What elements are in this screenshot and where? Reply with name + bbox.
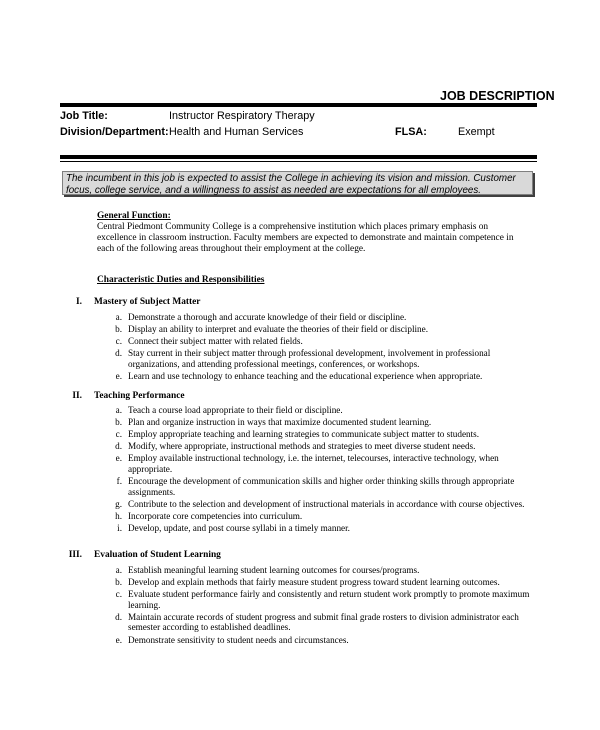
section-title: Evaluation of Student Learning: [94, 550, 221, 560]
flsa-value: Exempt: [458, 126, 495, 138]
section-numeral: I.: [76, 297, 82, 307]
list-item: e. Employ available instructional technology, i.e. the internet, telecourses, interactive technology, when appropriate.: [115, 453, 499, 474]
section-title: Mastery of Subject Matter: [94, 297, 201, 307]
list-item: f. Encourage the development of communication skills and higher order thinking skills through appropriate assignments.: [116, 476, 515, 497]
list-item: a. Establish meaningful learning student learning outcomes for courses/programs.: [115, 565, 420, 575]
list-item: b. Develop and explain methods that fairly measure student progress toward student learning outcomes.: [115, 577, 500, 588]
list-item: a. Demonstrate a thorough and accurate knowledge of their field or discipline.: [115, 312, 407, 322]
list-item: d. Modify, where appropriate, instructional methods and strategies to meet diverse student needs.: [115, 441, 476, 452]
list-item: g. Contribute to the selection and development of instructional materials in accordance with course objectives.: [115, 498, 525, 509]
list-item: b. Plan and organize instruction in ways that maximize documented student learning.: [115, 417, 432, 428]
division-value: Health and Human Services: [169, 126, 304, 138]
list-item: a. Teach a course load appropriate to their field or discipline.: [115, 405, 343, 415]
document-title: JOB DESCRIPTION: [440, 89, 555, 103]
section-title: Teaching Performance: [94, 391, 185, 401]
flsa-label: FLSA:: [395, 126, 427, 138]
section-heading: [58, 550, 221, 560]
general-function-heading: General Function:: [97, 211, 171, 221]
section-numeral: III.: [68, 550, 82, 560]
bottom-rule-thin: [60, 161, 537, 162]
section-items: [110, 405, 535, 535]
expectations-notice: The incumbent in this job is expected to assist the College in achieving its vision and mission. Customer focus, college service, and a willingness to assist as needed are expectations for all employees.: [62, 171, 533, 195]
section-heading: [58, 391, 185, 401]
bottom-rule: [60, 155, 537, 159]
section-heading: [58, 297, 200, 307]
section-items: [110, 565, 535, 647]
list-item: c. Employ appropriate teaching and learning strategies to communicate subject matter to students.: [115, 429, 480, 440]
job-title-label: Job Title:: [60, 110, 108, 122]
job-title-value: Instructor Respiratory Therapy: [169, 110, 315, 122]
list-item: b. Display an ability to interpret and evaluate the theories of their field or discipline.: [115, 324, 429, 335]
list-item: e. Demonstrate sensitivity to student needs and circumstances.: [115, 634, 349, 645]
section-items: [110, 312, 535, 383]
duties-heading: Characteristic Duties and Responsibilities: [97, 275, 265, 285]
general-function-text: Central Piedmont Community College is a comprehensive institution which places primary emphasis on excellence in classroom instruction. Faculty members are expected to demonstrate and maintain competence in each of the following areas throughout their employment at the college.: [97, 222, 514, 254]
list-item: d. Maintain accurate records of student progress and submit final grade rosters to division administrator each semester according to established deadlines.: [115, 611, 519, 633]
section-numeral: II.: [72, 391, 82, 401]
top-rule: [60, 103, 537, 107]
general-function-block: [97, 211, 517, 255]
list-item: c. Evaluate student performance fairly and consistently and return student work promptly to promote maximum learning.: [115, 589, 530, 610]
list-item: d. Stay current in their subject matter through professional development, involvement in professional organizations, and attending professional meetings, conferences, or workshops.: [115, 348, 491, 369]
division-label: Division/Department:: [60, 126, 169, 138]
list-item: e. Learn and use technology to enhance teaching and the educational experience when appropriate.: [115, 370, 483, 381]
list-item: h. Incorporate core competencies into curriculum.: [115, 510, 303, 521]
list-item: i. Develop, update, and post course syllabi in a timely manner.: [117, 522, 350, 533]
list-item: c. Connect their subject matter with related fields.: [115, 336, 303, 347]
